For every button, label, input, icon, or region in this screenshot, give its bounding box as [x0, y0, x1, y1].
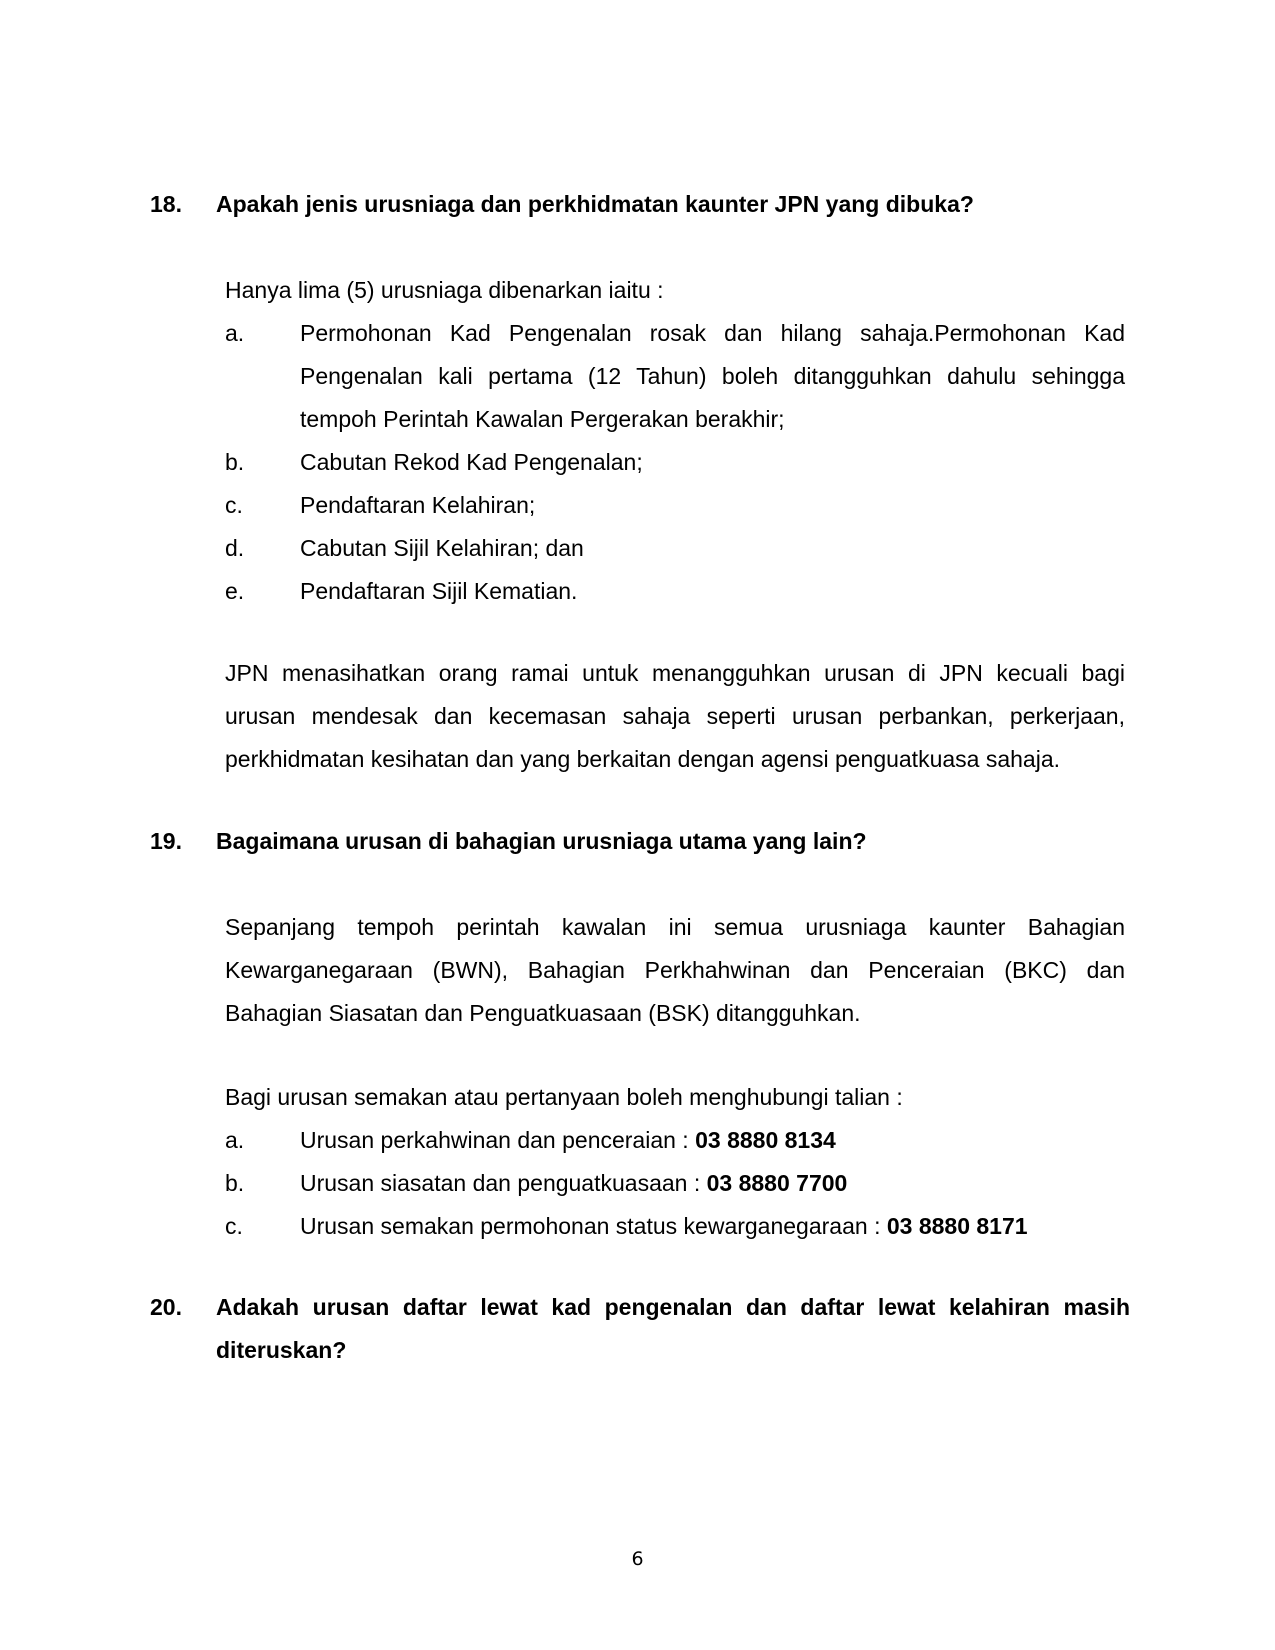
list-label: c.: [225, 1213, 243, 1239]
page-number: 6: [631, 1548, 644, 1570]
list-text: Cabutan Rekod Kad Pengenalan;: [300, 449, 643, 475]
contact-item: [225, 1119, 1125, 1162]
list-label: b.: [225, 1170, 245, 1196]
list-label: c.: [225, 492, 243, 518]
question-18: [150, 183, 1130, 226]
list-item: [225, 527, 1125, 570]
contact-list: [225, 1076, 1125, 1248]
phone-number: 03 8880 8134: [695, 1127, 836, 1153]
list-item: [225, 484, 1125, 527]
phone-number: 03 8880 7700: [706, 1170, 848, 1196]
contact-intro: Bagi urusan semakan atau pertanyaan boleh menghubungi talian :: [225, 1084, 903, 1110]
question-text: Bagaimana urusan di bahagian urusniaga utama yang lain?: [216, 828, 867, 854]
question-20: [150, 1286, 1130, 1372]
list-label: d.: [225, 535, 245, 561]
list-item: [225, 312, 1125, 441]
question-number: 19.: [150, 828, 182, 854]
phone-number: 03 8880 8171: [886, 1213, 1028, 1239]
list-label: a.: [225, 1127, 245, 1153]
list-item: [225, 441, 1125, 484]
contact-item: [225, 1205, 1125, 1248]
contact-text: Urusan siasatan dan penguatkuasaan :: [300, 1170, 707, 1196]
question-text: Apakah jenis urusniaga dan perkhidmatan kaunter JPN yang dibuka?: [216, 191, 974, 217]
advisory-note: JPN menasihatkan orang ramai untuk menangguhkan urusan di JPN kecuali bagi urusan mendesak dan kecemasan sahaja seperti urusan perbankan, perkerjaan, perkhidmatan kesihatan dan yang berkaitan dengan agensi penguatkuasa sahaja.: [225, 660, 1125, 772]
list-text: Pendaftaran Sijil Kematian.: [300, 578, 578, 604]
question-number: 18.: [150, 191, 182, 217]
contact-item: [225, 1162, 1125, 1205]
question-number: 20.: [150, 1294, 182, 1320]
list-text: Cabutan Sijil Kelahiran; dan: [300, 535, 584, 561]
question-text: Adakah urusan daftar lewat kad pengenalan dan daftar lewat kelahiran masih diteruskan?: [216, 1294, 1130, 1363]
contact-text: Urusan semakan permohonan status kewarganegaraan :: [300, 1213, 887, 1239]
answer-19-paragraph: Sepanjang tempoh perintah kawalan ini semua urusniaga kaunter Bahagian Kewarganegaraan (BWN), Bahagian Perkhahwinan dan Penceraian (BKC) dan Bahagian Siasatan dan Penguatkuasaan (BSK) ditangguhkan.: [225, 914, 1125, 1026]
intro-text: Hanya lima (5) urusniaga dibenarkan iaitu :: [225, 277, 664, 303]
question-19: [150, 820, 1130, 863]
contact-text: Urusan perkahwinan dan penceraian :: [300, 1127, 696, 1153]
answer-18: [225, 269, 1125, 613]
list-text: Pendaftaran Kelahiran;: [300, 492, 536, 518]
list-label: a.: [225, 320, 245, 346]
list-label: b.: [225, 449, 245, 475]
list-item: [225, 570, 1125, 613]
list-label: e.: [225, 578, 245, 604]
list-text: Permohonan Kad Pengenalan rosak dan hilang sahaja.Permohonan Kad Pengenalan kali pertama (12 Tahun) boleh ditangguhkan dahulu sehingga tempoh Perintah Kawalan Pergerakan berakhir;: [300, 320, 1125, 432]
